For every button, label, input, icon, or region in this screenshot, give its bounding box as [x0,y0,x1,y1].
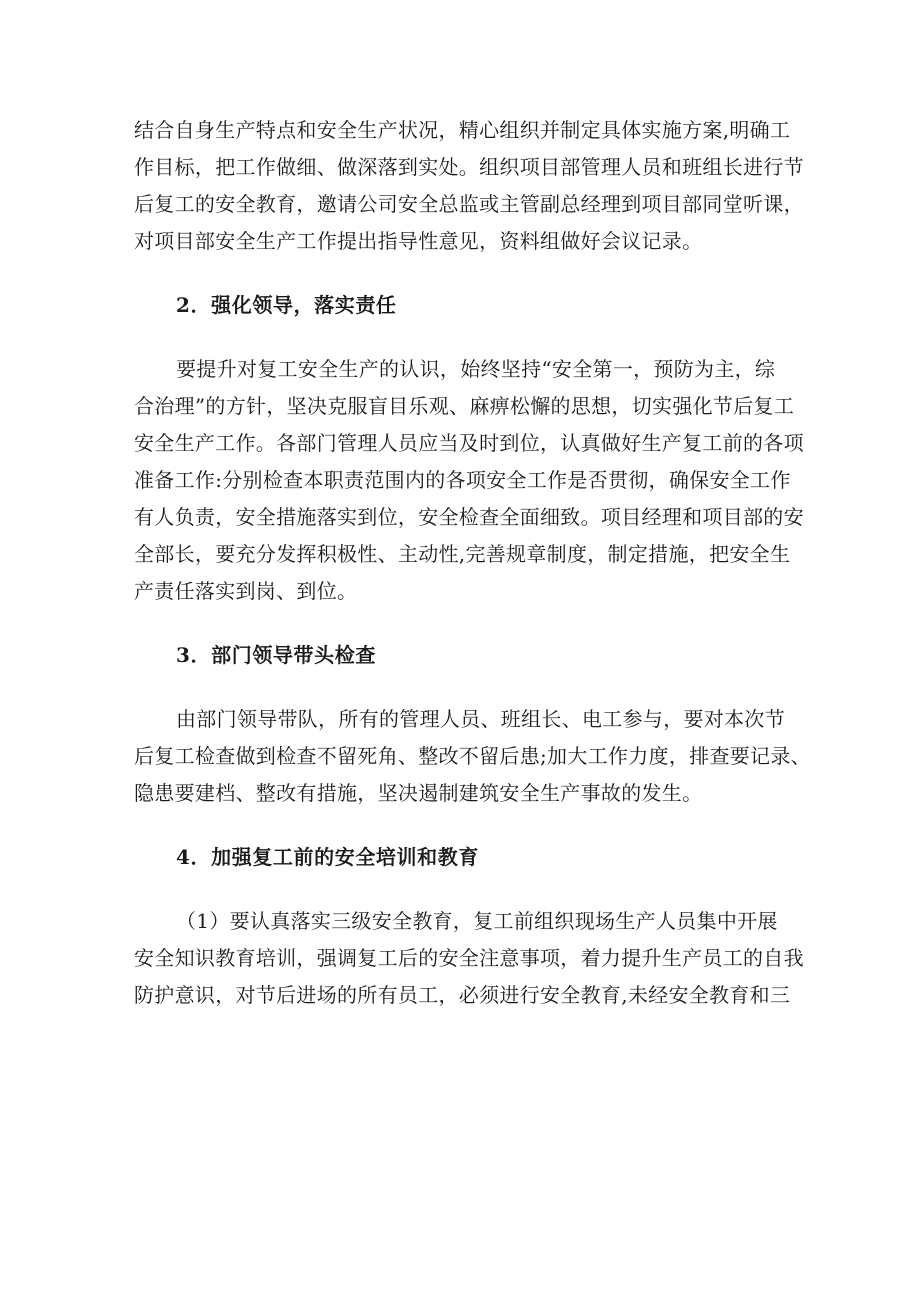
document-body [134,112,811,1014]
section-heading-3: 3．部门领导带头检查 [176,643,376,667]
paragraph-line: 产责任落实到岗、到位。 [134,579,358,603]
paragraph-line: （1）要认真落实三级安全教育，复工前组织现场生产人员集中开展 [176,909,778,933]
paragraph-line: 防护意识，对节后进场的所有员工，必须进行安全教育,未经安全教育和三 [134,983,791,1007]
paragraph-2 [134,351,804,610]
paragraph-line: 作目标，把工作做细、做深落到实处。组织项目部管理人员和班组长进行节 [134,155,804,179]
paragraph-4 [134,903,804,1014]
paragraph-line: 结合自身生产特点和安全生产状况，精心组织并制定具体实施方案,明确工 [134,118,791,142]
paragraph-line: 由部门领导带队，所有的管理人员、班组长、电工参与，要对本次节 [176,707,785,731]
paragraph-line: 有人负责，安全措施落实到位，安全检查全面细致。项目经理和项目部的安 [134,505,804,529]
paragraph-line: 合治理”的方针，坚决克服盲目乐观、麻痹松懈的思想，切实强化节后复工 [134,394,795,418]
paragraph-line: 全部长，要充分发挥积极性、主动性,完善规章制度，制定措施，把安全生 [134,542,791,566]
paragraph-1 [134,112,804,260]
paragraph-line: 后复工检查做到检查不留死角、整改不留后患;加大工作力度，排查要记录、 [134,744,811,768]
paragraph-line: 后复工的安全教育，邀请公司安全总监或主管副总经理到项目部同堂听课， [134,192,804,216]
paragraph-line: 对项目部安全生产工作提出指导性意见，资料组做好会议记录。 [134,229,703,253]
paragraph-line: 安全知识教育培训，强调复工后的安全注意事项，着力提升生产员工的自我 [134,946,804,970]
paragraph-line: 安全生产工作。各部门管理人员应当及时到位，认真做好生产复工前的各项 [134,431,804,455]
paragraph-line: 要提升对复工安全生产的认识，始终坚持“安全第一，预防为主，综 [176,357,776,381]
section-heading-4: 4．加强复工前的安全培训和教育 [176,845,479,869]
paragraph-line: 隐患要建档、整改有措施，坚决遏制建筑安全生产事故的发生。 [134,781,703,805]
paragraph-3 [134,701,811,812]
section-heading-2: 2．强化领导，落实责任 [176,293,397,317]
paragraph-line: 准备工作:分别检查本职责范围内的各项安全工作是否贯彻，确保安全工作 [134,468,791,492]
